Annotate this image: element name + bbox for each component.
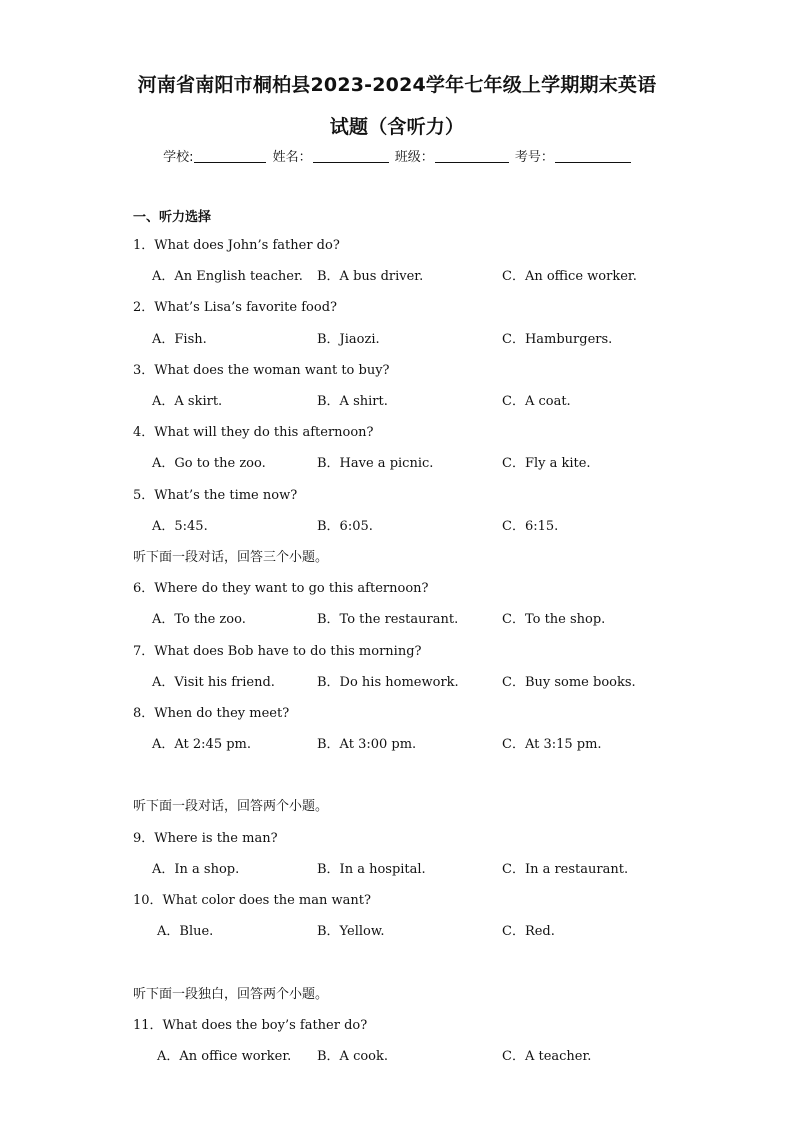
option-c[interactable]: C．Buy some books.: [502, 675, 636, 690]
question-number: 5．: [133, 488, 155, 503]
question-number: 4．: [133, 425, 155, 440]
question-number: 3．: [133, 363, 155, 378]
question-number: 8．: [133, 706, 155, 721]
option-a[interactable]: A．At 2:45 pm.: [152, 737, 252, 752]
question: [133, 484, 297, 503]
question-text: What will they do this afternoon?: [154, 425, 374, 440]
exam-number-blank[interactable]: [555, 149, 631, 163]
exam-title-line-1: 河南省南阳市桐柏县2023-2024学年七年级上学期期末英语: [137, 74, 657, 96]
question-text: What’s Lisa’s favorite food?: [154, 300, 337, 315]
listening-instruction: 听下面一段独白，回答两个小题。: [133, 987, 329, 1002]
option-b[interactable]: B．Have a picnic.: [317, 456, 434, 471]
question-text: Where is the man?: [154, 831, 278, 846]
question: [133, 640, 421, 659]
question: [133, 234, 340, 253]
option-c[interactable]: C．A coat.: [502, 394, 571, 409]
option-b[interactable]: B．At 3:00 pm.: [317, 737, 417, 752]
option-c[interactable]: C．In a restaurant.: [502, 862, 629, 877]
option-c[interactable]: C．Fly a kite.: [502, 456, 591, 471]
option-a[interactable]: A．A skirt.: [152, 394, 223, 409]
option-c[interactable]: C．Red.: [502, 924, 555, 939]
question-number: 7．: [133, 644, 155, 659]
question-text: Where do they want to go this afternoon?: [154, 581, 429, 596]
option-b[interactable]: B．Jiaozi.: [317, 332, 380, 347]
question-number: 9．: [133, 831, 155, 846]
class-label: 班级：: [394, 150, 434, 165]
option-b[interactable]: B．To the restaurant.: [317, 612, 459, 627]
option-b[interactable]: B．A cook.: [317, 1049, 389, 1064]
exam-number-field: [515, 146, 631, 165]
question-number: 11．: [133, 1018, 163, 1033]
question: [133, 1014, 367, 1033]
option-b[interactable]: B．6:05.: [317, 519, 373, 534]
option-a[interactable]: A．Fish.: [152, 332, 207, 347]
question: [133, 577, 429, 596]
option-b[interactable]: B．Yellow.: [317, 924, 385, 939]
option-a[interactable]: A．In a shop.: [152, 862, 240, 877]
question-number: 1．: [133, 238, 155, 253]
section-heading: 一、听力选择: [133, 210, 212, 225]
option-a[interactable]: A．Visit his friend.: [152, 675, 275, 690]
option-b[interactable]: B．In a hospital.: [317, 862, 426, 877]
listening-instruction: 听下面一段对话，回答两个小题。: [133, 799, 329, 814]
exam-title-line-2: 试题（含听力）: [329, 116, 465, 138]
class-blank[interactable]: [435, 149, 509, 163]
question-text: What does John’s father do?: [154, 238, 340, 253]
name-label: 姓名：: [272, 150, 312, 165]
question-text: What’s the time now?: [154, 488, 298, 503]
question: [133, 702, 289, 721]
option-c[interactable]: C．6:15.: [502, 519, 559, 534]
option-c[interactable]: C．An office worker.: [502, 269, 637, 284]
exam-number-label: 考号：: [514, 150, 554, 165]
option-b[interactable]: B．A bus driver.: [317, 269, 424, 284]
class-field: [395, 146, 509, 165]
question-number: 10．: [133, 893, 163, 908]
question-text: What does Bob have to do this morning?: [154, 644, 422, 659]
school-field: [163, 146, 266, 165]
question-number: 6．: [133, 581, 155, 596]
question-text: When do they meet?: [154, 706, 290, 721]
name-field: [273, 146, 389, 165]
option-b[interactable]: B．A shirt.: [317, 394, 388, 409]
option-a[interactable]: A．5:45.: [152, 519, 208, 534]
option-c[interactable]: C．To the shop.: [502, 612, 606, 627]
option-c[interactable]: C．A teacher.: [502, 1049, 592, 1064]
question-text: What does the boy’s father do?: [162, 1018, 368, 1033]
option-a[interactable]: A．Blue.: [157, 924, 214, 939]
option-c[interactable]: C．Hamburgers.: [502, 332, 613, 347]
listening-instruction: 听下面一段对话，回答三个小题。: [133, 550, 329, 565]
name-blank[interactable]: [313, 149, 389, 163]
option-b[interactable]: B．Do his homework.: [317, 675, 459, 690]
option-a[interactable]: A．An office worker.: [157, 1049, 292, 1064]
question-number: 2．: [133, 300, 155, 315]
question: [133, 827, 278, 846]
school-blank[interactable]: [194, 149, 266, 163]
question: [133, 296, 337, 315]
school-label: 学校:: [163, 150, 194, 165]
question-text: What color does the man want?: [162, 893, 371, 908]
option-c[interactable]: C．At 3:15 pm.: [502, 737, 602, 752]
question: [133, 359, 390, 378]
question: [133, 889, 371, 908]
option-a[interactable]: A．Go to the zoo.: [152, 456, 266, 471]
question: [133, 421, 374, 440]
student-info-row: [0, 146, 794, 165]
question-text: What does the woman want to buy?: [154, 363, 390, 378]
option-a[interactable]: A．To the zoo.: [152, 612, 246, 627]
option-a[interactable]: A．An English teacher.: [152, 269, 303, 284]
